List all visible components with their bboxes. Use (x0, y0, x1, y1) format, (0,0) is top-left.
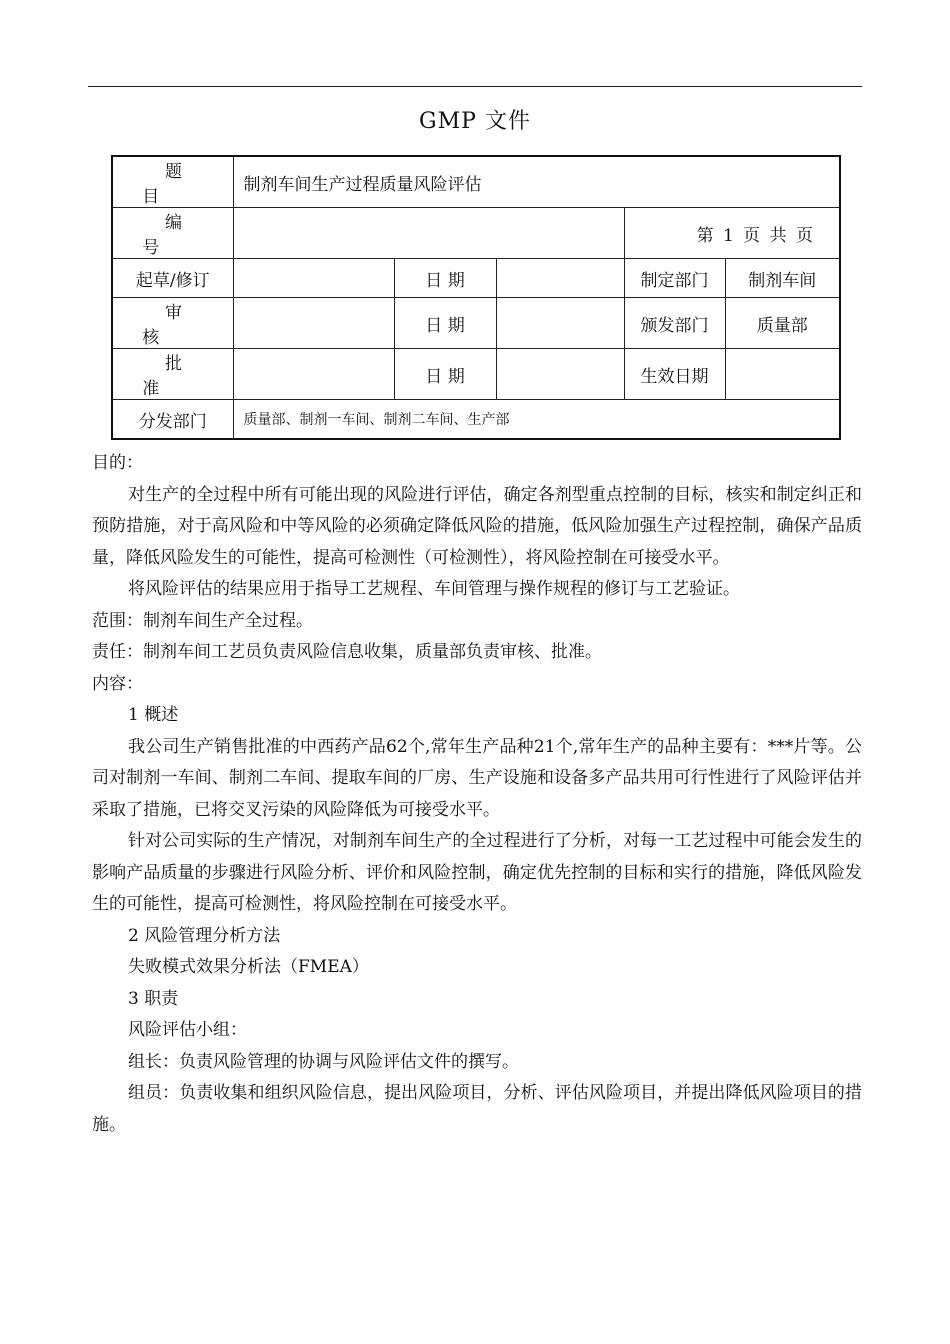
approve-date-value (496, 349, 624, 400)
title-value: 制剂车间生产过程质量风险评估 (233, 156, 840, 208)
section-3-paragraph-3: 组员：负责收集和组织风险信息，提出风险项目，分析、评估风险项目，并提出降低风险项目的措施。 (92, 1083, 862, 1135)
title-label: 题目 (112, 156, 233, 208)
content-heading: 内容： (92, 673, 143, 694)
page-info: 第 1 页 共 页 (624, 208, 840, 259)
purpose-heading: 目的： (92, 453, 143, 473)
purpose-paragraph-2: 将风险评估的结果应用于指导工艺规程、车间管理与操作规程的修订与工艺验证。 (128, 579, 740, 599)
distribution-label: 分发部门 (112, 400, 233, 440)
table-row-number (112, 208, 840, 259)
number-value (233, 208, 624, 259)
approve-date-label: 日 期 (394, 349, 496, 400)
responsibility-line: 责任：制剂车间工艺员负责风险信息收集，质量部负责审核、批准。 (92, 642, 602, 662)
table-row-title (112, 156, 840, 208)
document-title: GMP 文件 (419, 109, 531, 134)
review-date-value (496, 298, 624, 349)
review-value (233, 298, 394, 349)
make-dept-value: 制剂车间 (725, 259, 840, 298)
draft-label: 起草/修订 (112, 259, 233, 298)
make-dept-label: 制定部门 (624, 259, 725, 298)
number-label: 编号 (112, 208, 233, 259)
effective-date-label: 生效日期 (624, 349, 725, 400)
review-date-label: 日 期 (394, 298, 496, 349)
issue-dept-value: 质量部 (725, 298, 840, 349)
document-body (92, 448, 862, 1141)
section-2-paragraph: 失败模式效果分析法（FMEA） (128, 957, 369, 977)
issue-dept-label: 颁发部门 (624, 298, 725, 349)
table-row-distribution (112, 400, 840, 440)
table-row-approve (112, 349, 840, 400)
approve-value (233, 349, 394, 400)
section-3-paragraph-2: 组长：负责风险管理的协调与风险评估文件的撰写。 (128, 1051, 519, 1072)
effective-date-value (725, 349, 840, 400)
review-label: 审核 (112, 298, 233, 349)
draft-value (233, 259, 394, 298)
draft-date-value (496, 259, 624, 298)
section-1-title: 1 概述 (128, 705, 179, 725)
header-rule (88, 86, 862, 87)
scope-line: 范围：制剂车间生产全过程。 (92, 610, 313, 631)
purpose-paragraph-1: 对生产的全过程中所有可能出现的风险进行评估，确定各剂型重点控制的目标，核实和制定纠正和预防措施，对于高风险和中等风险的必须确定降低风险的措施，低风险加强生产过程控制，确保产品质量，降低风险发生的可能性，提高可检测性（可检测性），将风险控制在可接受水平。 (92, 484, 862, 568)
section-3-paragraph-1: 风险评估小组： (128, 1020, 247, 1040)
draft-date-label: 日 期 (394, 259, 496, 298)
approve-label: 批准 (112, 349, 233, 400)
section-2-title: 2 风险管理分析方法 (128, 925, 281, 946)
section-1-paragraph-2: 针对公司实际的生产情况，对制剂车间生产的全过程进行了分析，对每一工艺过程中可能会发生的影响产品质量的步骤进行风险分析、评价和风险控制，确定优先控制的目标和实行的措施，降低风险发生的可能性，提高可检测性，将风险控制在可接受水平。 (92, 831, 862, 914)
section-3-title: 3 职责 (128, 988, 179, 1009)
table-row-draft (112, 259, 840, 298)
section-1-paragraph-1: 我公司生产销售批准的中西药产品62个,常年生产品种21个,常年生产的品种主要有：***片等。公司对制剂一车间、制剂二车间、提取车间的厂房、生产设施和设备多产品共用可行性进行了风险评估并采取了措施，已将交叉污染的风险降低为可接受水平。 (92, 736, 862, 820)
table-row-review (112, 298, 840, 349)
document-info-table (111, 155, 841, 440)
distribution-value: 质量部、制剂一车间、制剂二车间、生产部 (233, 400, 840, 440)
